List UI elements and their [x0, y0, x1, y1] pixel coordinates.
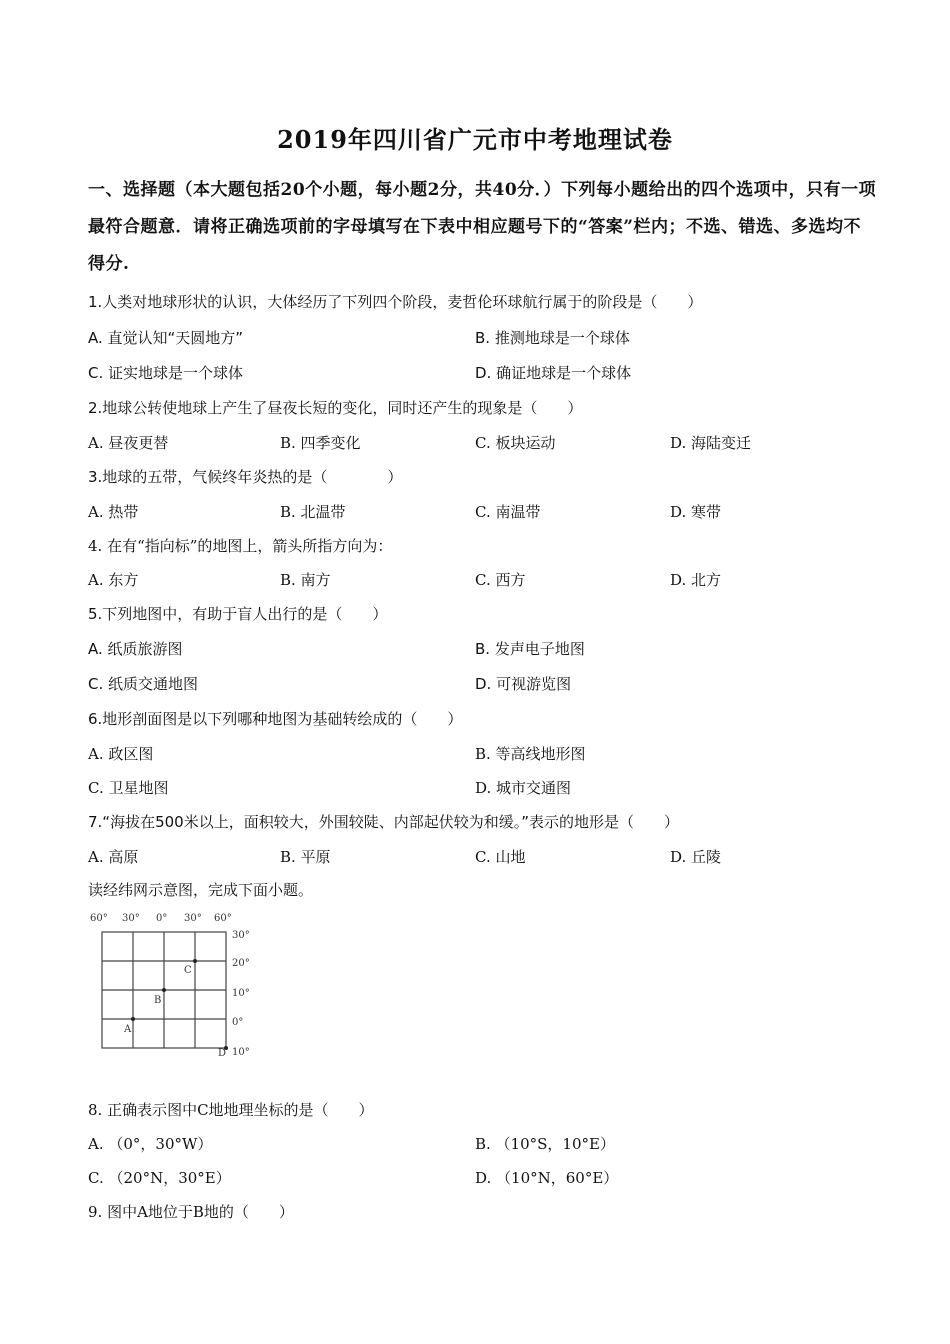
question-6-stem: 6.地形剖面图是以下列哪种地图为基础转绘成的（ ）	[88, 710, 463, 728]
page-title: 2019年四川省广元市中考地理试卷	[277, 125, 673, 154]
q3-option-a: A. 热带	[88, 503, 139, 521]
q4-option-b: B. 南方	[280, 571, 331, 589]
q8-option-a: A. （0°，30°W）	[88, 1135, 213, 1153]
point-b-marker	[162, 988, 166, 992]
right-label-10n: 10°	[232, 988, 250, 999]
point-c-marker	[193, 959, 197, 963]
q4-option-c: C. 西方	[475, 571, 526, 589]
top-label-30w: 30°	[122, 913, 140, 924]
q7-option-b: B. 平原	[280, 848, 331, 866]
q3-option-d: D. 寒带	[670, 503, 722, 521]
section-heading: 一、选择题（本大题包括20个小题，每小题2分，共40分．）下列每小题给出的四个选项中，只有一项最符合题意．请将正确选项前的字母填写在下表中相应题号下的“答案”栏内；不选、错选、多选均不得分.	[88, 180, 877, 274]
q5-option-d: D. 可视游览图	[475, 675, 572, 693]
q3-option-b: B. 北温带	[280, 503, 346, 521]
question-9-stem: 9. 图中A地位于B地的（ ）	[88, 1203, 294, 1221]
right-label-0: 0°	[232, 1017, 244, 1028]
figure-intro-text: 读经纬网示意图，完成下面小题。	[88, 881, 314, 899]
top-label-60e: 60°	[214, 913, 232, 924]
q2-option-c: C. 板块运动	[475, 434, 556, 452]
point-d-label: D	[218, 1048, 227, 1059]
q4-option-d: D. 北方	[670, 571, 722, 589]
q5-option-a: A. 纸质旅游图	[88, 640, 183, 658]
q4-option-a: A. 东方	[88, 571, 139, 589]
q2-option-b: B. 四季变化	[280, 434, 361, 452]
q6-option-d: D. 城市交通图	[475, 779, 572, 797]
point-a-marker	[131, 1017, 135, 1021]
question-5-stem: 5.下列地图中，有助于盲人出行的是（ ）	[88, 605, 388, 623]
point-a-label: A	[124, 1024, 132, 1035]
q7-option-c: C. 山地	[475, 848, 526, 866]
question-3-stem: 3.地球的五带，气候终年炎热的是（ ）	[88, 468, 403, 486]
point-c-label: C	[184, 965, 192, 976]
q2-option-d: D. 海陆变迁	[670, 434, 752, 452]
q8-option-b: B. （10°S，10°E）	[475, 1135, 615, 1153]
top-label-0: 0°	[156, 913, 168, 924]
right-label-20n: 20°	[232, 958, 250, 969]
q5-option-c: C. 纸质交通地图	[88, 675, 199, 693]
question-1-stem: 1.人类对地球形状的认识，大体经历了下列四个阶段，麦哲伦环球航行属于的阶段是（ ）	[88, 293, 703, 311]
q5-option-b: B. 发声电子地图	[475, 640, 585, 658]
q1-option-c: C. 证实地球是一个球体	[88, 364, 244, 382]
question-4-stem: 4. 在有“指向标”的地图上，箭头所指方向为：	[88, 537, 393, 555]
right-label-10s: 10°	[232, 1047, 250, 1058]
q8-option-d: D. （10°N，60°E）	[475, 1169, 619, 1187]
question-8-stem: 8. 正确表示图中C地地理坐标的是（ ）	[88, 1101, 374, 1119]
top-label-30e: 30°	[184, 913, 202, 924]
top-label-60w: 60°	[90, 913, 108, 924]
lat-lon-grid-figure	[88, 910, 268, 1060]
q1-option-d: D. 确证地球是一个球体	[475, 364, 632, 382]
question-2-stem: 2.地球公转使地球上产生了昼夜长短的变化，同时还产生的现象是（ ）	[88, 399, 583, 417]
q8-option-c: C. （20°N，30°E）	[88, 1169, 231, 1187]
q7-option-d: D. 丘陵	[670, 848, 722, 866]
q1-option-a: A. 直觉认知“天圆地方”	[88, 329, 244, 347]
q6-option-b: B. 等高线地形图	[475, 745, 586, 763]
q6-option-a: A. 政区图	[88, 745, 154, 763]
q1-option-b: B. 推测地球是一个球体	[475, 329, 630, 347]
right-label-30n: 30°	[232, 930, 250, 941]
q2-option-a: A. 昼夜更替	[88, 434, 169, 452]
q7-option-a: A. 高原	[88, 848, 139, 866]
point-b-label: B	[154, 995, 162, 1006]
q3-option-c: C. 南温带	[475, 503, 541, 521]
q6-option-c: C. 卫星地图	[88, 779, 169, 797]
question-7-stem: 7.“海拔在500米以上，面积较大，外围较陡、内部起伏较为和缓。”表示的地形是（ ）	[88, 813, 679, 831]
